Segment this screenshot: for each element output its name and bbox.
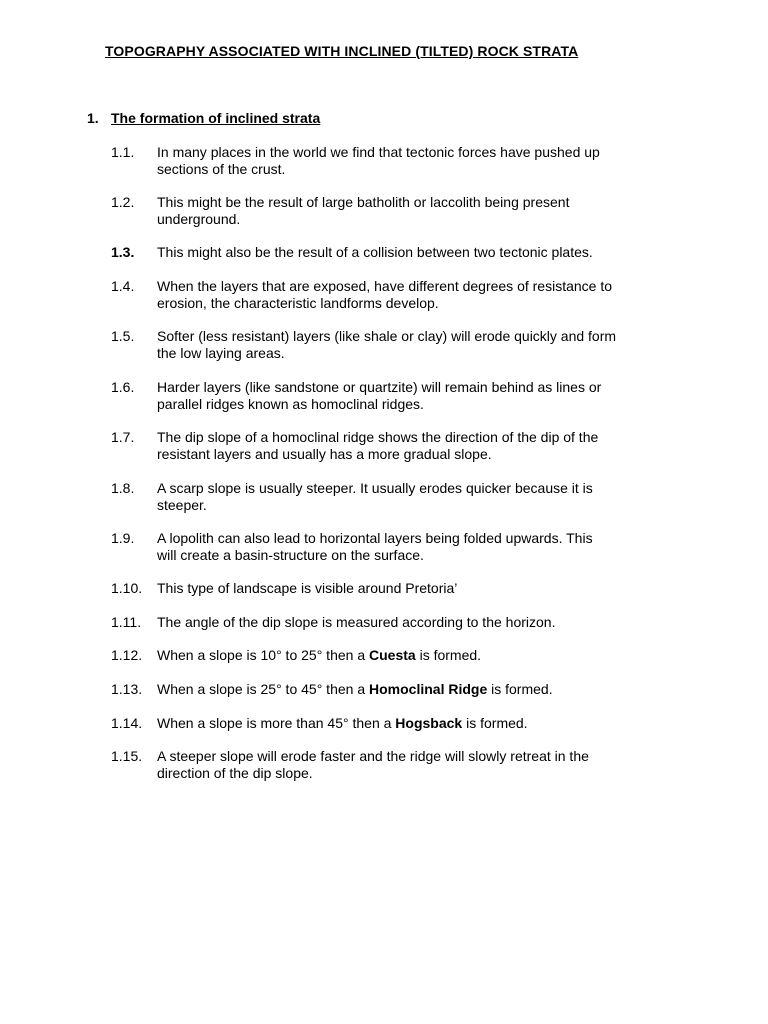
- item-number: 1.13.: [111, 681, 143, 697]
- list-item: [111, 530, 691, 564]
- item-line: This might also be the result of a collision between two tectonic plates.: [157, 244, 593, 260]
- landform-term: Hogsback: [395, 715, 463, 731]
- item-text: [157, 647, 691, 664]
- list-item: [111, 144, 691, 178]
- list-item: [111, 748, 691, 782]
- item-line: sections of the crust.: [157, 161, 286, 177]
- list-item: [111, 379, 691, 413]
- item-text: [157, 681, 691, 698]
- item-number: 1.9.: [111, 530, 135, 546]
- item-number: 1.1.: [111, 144, 135, 160]
- item-text-post: is formed.: [462, 715, 528, 731]
- list-item: [111, 429, 691, 463]
- list-item: [111, 480, 691, 514]
- item-line: Softer (less resistant) layers (like shale or clay) will erode quickly and form: [157, 328, 617, 344]
- item-number: 1.7.: [111, 429, 135, 445]
- section-number: 1.: [87, 110, 99, 126]
- item-line: the low laying areas.: [157, 345, 285, 361]
- item-line: direction of the dip slope.: [157, 765, 313, 781]
- item-number: 1.14.: [111, 715, 143, 731]
- item-number: 1.2.: [111, 194, 135, 210]
- item-line: This type of landscape is visible around Pretoria’: [157, 580, 458, 596]
- item-line: underground.: [157, 211, 241, 227]
- item-text: [157, 194, 691, 228]
- item-number: 1.3.: [111, 244, 135, 260]
- item-line: When the layers that are exposed, have different degrees of resistance to: [157, 278, 613, 294]
- item-text-pre: When a slope is more than 45° then a: [157, 715, 396, 731]
- item-line: will create a basin-structure on the surface.: [157, 547, 424, 563]
- item-text: [157, 244, 691, 261]
- item-number: 1.6.: [111, 379, 135, 395]
- item-number: 1.15.: [111, 748, 143, 764]
- list-item: [111, 194, 691, 228]
- item-text: [157, 429, 691, 463]
- list-item: [111, 580, 691, 597]
- item-text-pre: When a slope is 25° to 45° then a: [157, 681, 369, 697]
- document-title: TOPOGRAPHY ASSOCIATED WITH INCLINED (TILTED) ROCK STRATA: [105, 43, 579, 59]
- item-line: A scarp slope is usually steeper. It usually erodes quicker because it is: [157, 480, 593, 496]
- item-text: [157, 614, 691, 631]
- list-item: [111, 647, 691, 664]
- item-line: erosion, the characteristic landforms develop.: [157, 295, 439, 311]
- section-heading-text: The formation of inclined strata: [111, 110, 321, 126]
- item-text-pre: When a slope is 10° to 25° then a: [157, 647, 369, 663]
- item-text: [157, 715, 691, 732]
- item-text: [157, 580, 691, 597]
- item-text: [157, 328, 691, 362]
- landform-term: Cuesta: [369, 647, 416, 663]
- item-line: In many places in the world we find that tectonic forces have pushed up: [157, 144, 600, 160]
- item-text: [157, 480, 691, 514]
- item-number: 1.4.: [111, 278, 135, 294]
- item-text: [157, 278, 691, 312]
- item-line: steeper.: [157, 497, 207, 513]
- list-item: [111, 681, 691, 698]
- list-item: [111, 244, 691, 261]
- item-number: 1.8.: [111, 480, 135, 496]
- item-line: The angle of the dip slope is measured according to the horizon.: [157, 614, 556, 630]
- item-number: 1.11.: [111, 614, 142, 630]
- item-line: A lopolith can also lead to horizontal layers being folded upwards. This: [157, 530, 593, 546]
- item-text-post: is formed.: [415, 647, 482, 663]
- item-number: 1.12.: [111, 647, 143, 663]
- item-text-post: is formed.: [487, 681, 553, 697]
- item-number: 1.5.: [111, 328, 135, 344]
- list-item: [111, 715, 691, 732]
- item-line: Harder layers (like sandstone or quartzite) will remain behind as lines or: [157, 379, 602, 395]
- item-text: [157, 530, 691, 564]
- item-line: This might be the result of large batholith or laccolith being present: [157, 194, 570, 210]
- item-line: parallel ridges known as homoclinal ridges.: [157, 396, 424, 412]
- item-text: [157, 748, 691, 782]
- list-item: [111, 614, 691, 631]
- list-item: [111, 328, 691, 362]
- item-line: The dip slope of a homoclinal ridge shows the direction of the dip of the: [157, 429, 599, 445]
- item-line: A steeper slope will erode faster and the ridge will slowly retreat in the: [157, 748, 589, 764]
- item-line: resistant layers and usually has a more gradual slope.: [157, 446, 492, 462]
- item-text: [157, 379, 691, 413]
- landform-term: Homoclinal Ridge: [369, 681, 488, 697]
- list-item: [111, 278, 691, 312]
- section-heading: [87, 110, 320, 126]
- item-text: [157, 144, 691, 178]
- item-number: 1.10.: [111, 580, 143, 596]
